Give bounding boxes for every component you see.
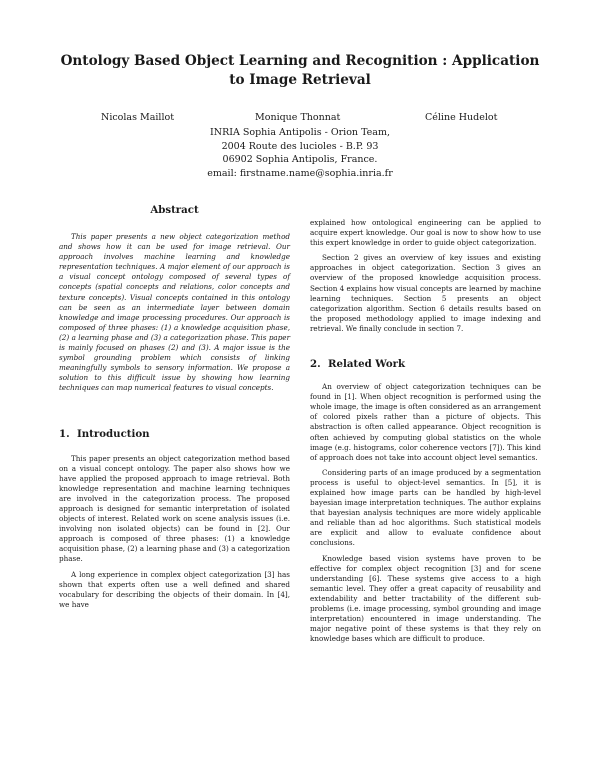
- section-number: 1.: [59, 427, 70, 440]
- paper-title: Ontology Based Object Learning and Recognition : Application to Image Retrieval: [60, 53, 540, 88]
- paragraph: This paper presents an object categorization method based on a visual concept ontology. The paper also shows how we have applied the proposed approach to image retrieval. Both knowledge representation and machine learning techniques are involved in the categorization process. The proposed approach is designed for semantic interpretation of isolated objects of interest. Related work on scene analysis issues (i.e. involving non isolated objects) can be found in [2]. Our approach is composed of three phases: (1) a knowledge acquisition phase, (2) a learning phase and (3) a categorization phase.: [59, 453, 290, 564]
- section-title: Introduction: [77, 427, 150, 440]
- paragraph: A long experience in complex object categorization [3] has shown that experts often use a well defined and shared vocabulary for describing the objects of their domain. In [4], we have: [59, 569, 290, 609]
- author-name: Monique Thonnat: [255, 112, 341, 123]
- paragraph: Knowledge based vision systems have proven to be effective for complex object recognition [3] and for scene understanding [6]. These systems give access to a high semantic level. They offer a great capacity of reusability and extendability and better tractability of the different sub-problems (i.e. image processing, symbol grounding and image interpretation) encountered in image understanding. The major negative point of these systems is that they rely on knowledge bases which are difficult to produce.: [310, 553, 541, 644]
- author-name: Nicolas Maillot: [101, 112, 175, 123]
- section-title: Related Work: [328, 358, 406, 371]
- section-heading-related-work: [310, 358, 541, 370]
- affiliation-line: INRIA Sophia Antipolis - Orion Team,: [210, 127, 390, 138]
- left-column: [59, 200, 290, 610]
- author-name: Céline Hudelot: [425, 112, 498, 123]
- affiliation-line: 2004 Route des lucioles - B.P. 93: [221, 140, 379, 152]
- abstract-heading: Abstract: [150, 204, 199, 216]
- section-heading-introduction: [59, 428, 290, 440]
- paragraph: Section 2 gives an overview of key issues and existing approaches in object categorization. Section 3 gives an overview of the proposed knowledge acquisition process. Section 4 explains how visual concepts are learned by machine learning techniques. Section 5 presents an object categorization algorithm. Section 6 details results based on the proposed methodology applied to image indexing and retrieval. We finally conclude in section 7.: [310, 253, 541, 333]
- email-line: email: firstname.name@sophia.inria.fr: [207, 167, 393, 179]
- affiliation: [180, 126, 420, 180]
- abstract-text: This paper presents a new object categorization method and shows how it can be used for image retrieval. Our approach involves machine learning and knowledge representation techniques. A major element of our approach is a visual concept ontology composed of several types of concepts (spatial concepts and relations, color concepts and texture concepts). Visual concepts contained in this ontology can be seen as an intermediate layer between domain knowledge and image processing procedures. Our approach is composed of three phases: (1) a knowledge acquisition phase, (2) a learning phase and (3) a categorization phase. This paper is mainly focused on phases (2) and (3). A major issue is the symbol grounding problem which consists of linking meaningfully symbols to sensory information. We propose a solution to this difficult issue by showing how learning techniques can map numerical features to visual concepts.: [59, 232, 290, 393]
- paragraph: Considering parts of an image produced by a segmentation process is useful to object-level semantics. In [5], it is explained how image parts can be handled by high-level bayesian image interpretation techniques. The author explains that bayesian analysis techniques are more widely applicable and reliable than ad hoc algorithms. Such statistical models are explicit and allow to evaluate confidence about conclusions.: [310, 467, 541, 548]
- section-number: 2.: [310, 358, 321, 371]
- paragraph: explained how ontological engineering can be applied to acquire expert knowledge. Our goal is now to show how to use this expert knowledge in order to guide object categorization.: [310, 218, 541, 248]
- affiliation-line: 06902 Sophia Antipolis, France.: [222, 154, 378, 166]
- right-column: [310, 218, 541, 644]
- paragraph: An overview of object categorization techniques can be found in [1]. When object recognition is performed using the whole image, the image is often considered as an arrangement of colored pixels rather than a picture of objects. This abstraction is often called appearance. Object recognition is often achieved by computing global statistics on the whole image (e.g. histograms, color coherence vectors [7]). This kind of approach does not take into account object level semantics.: [310, 382, 541, 462]
